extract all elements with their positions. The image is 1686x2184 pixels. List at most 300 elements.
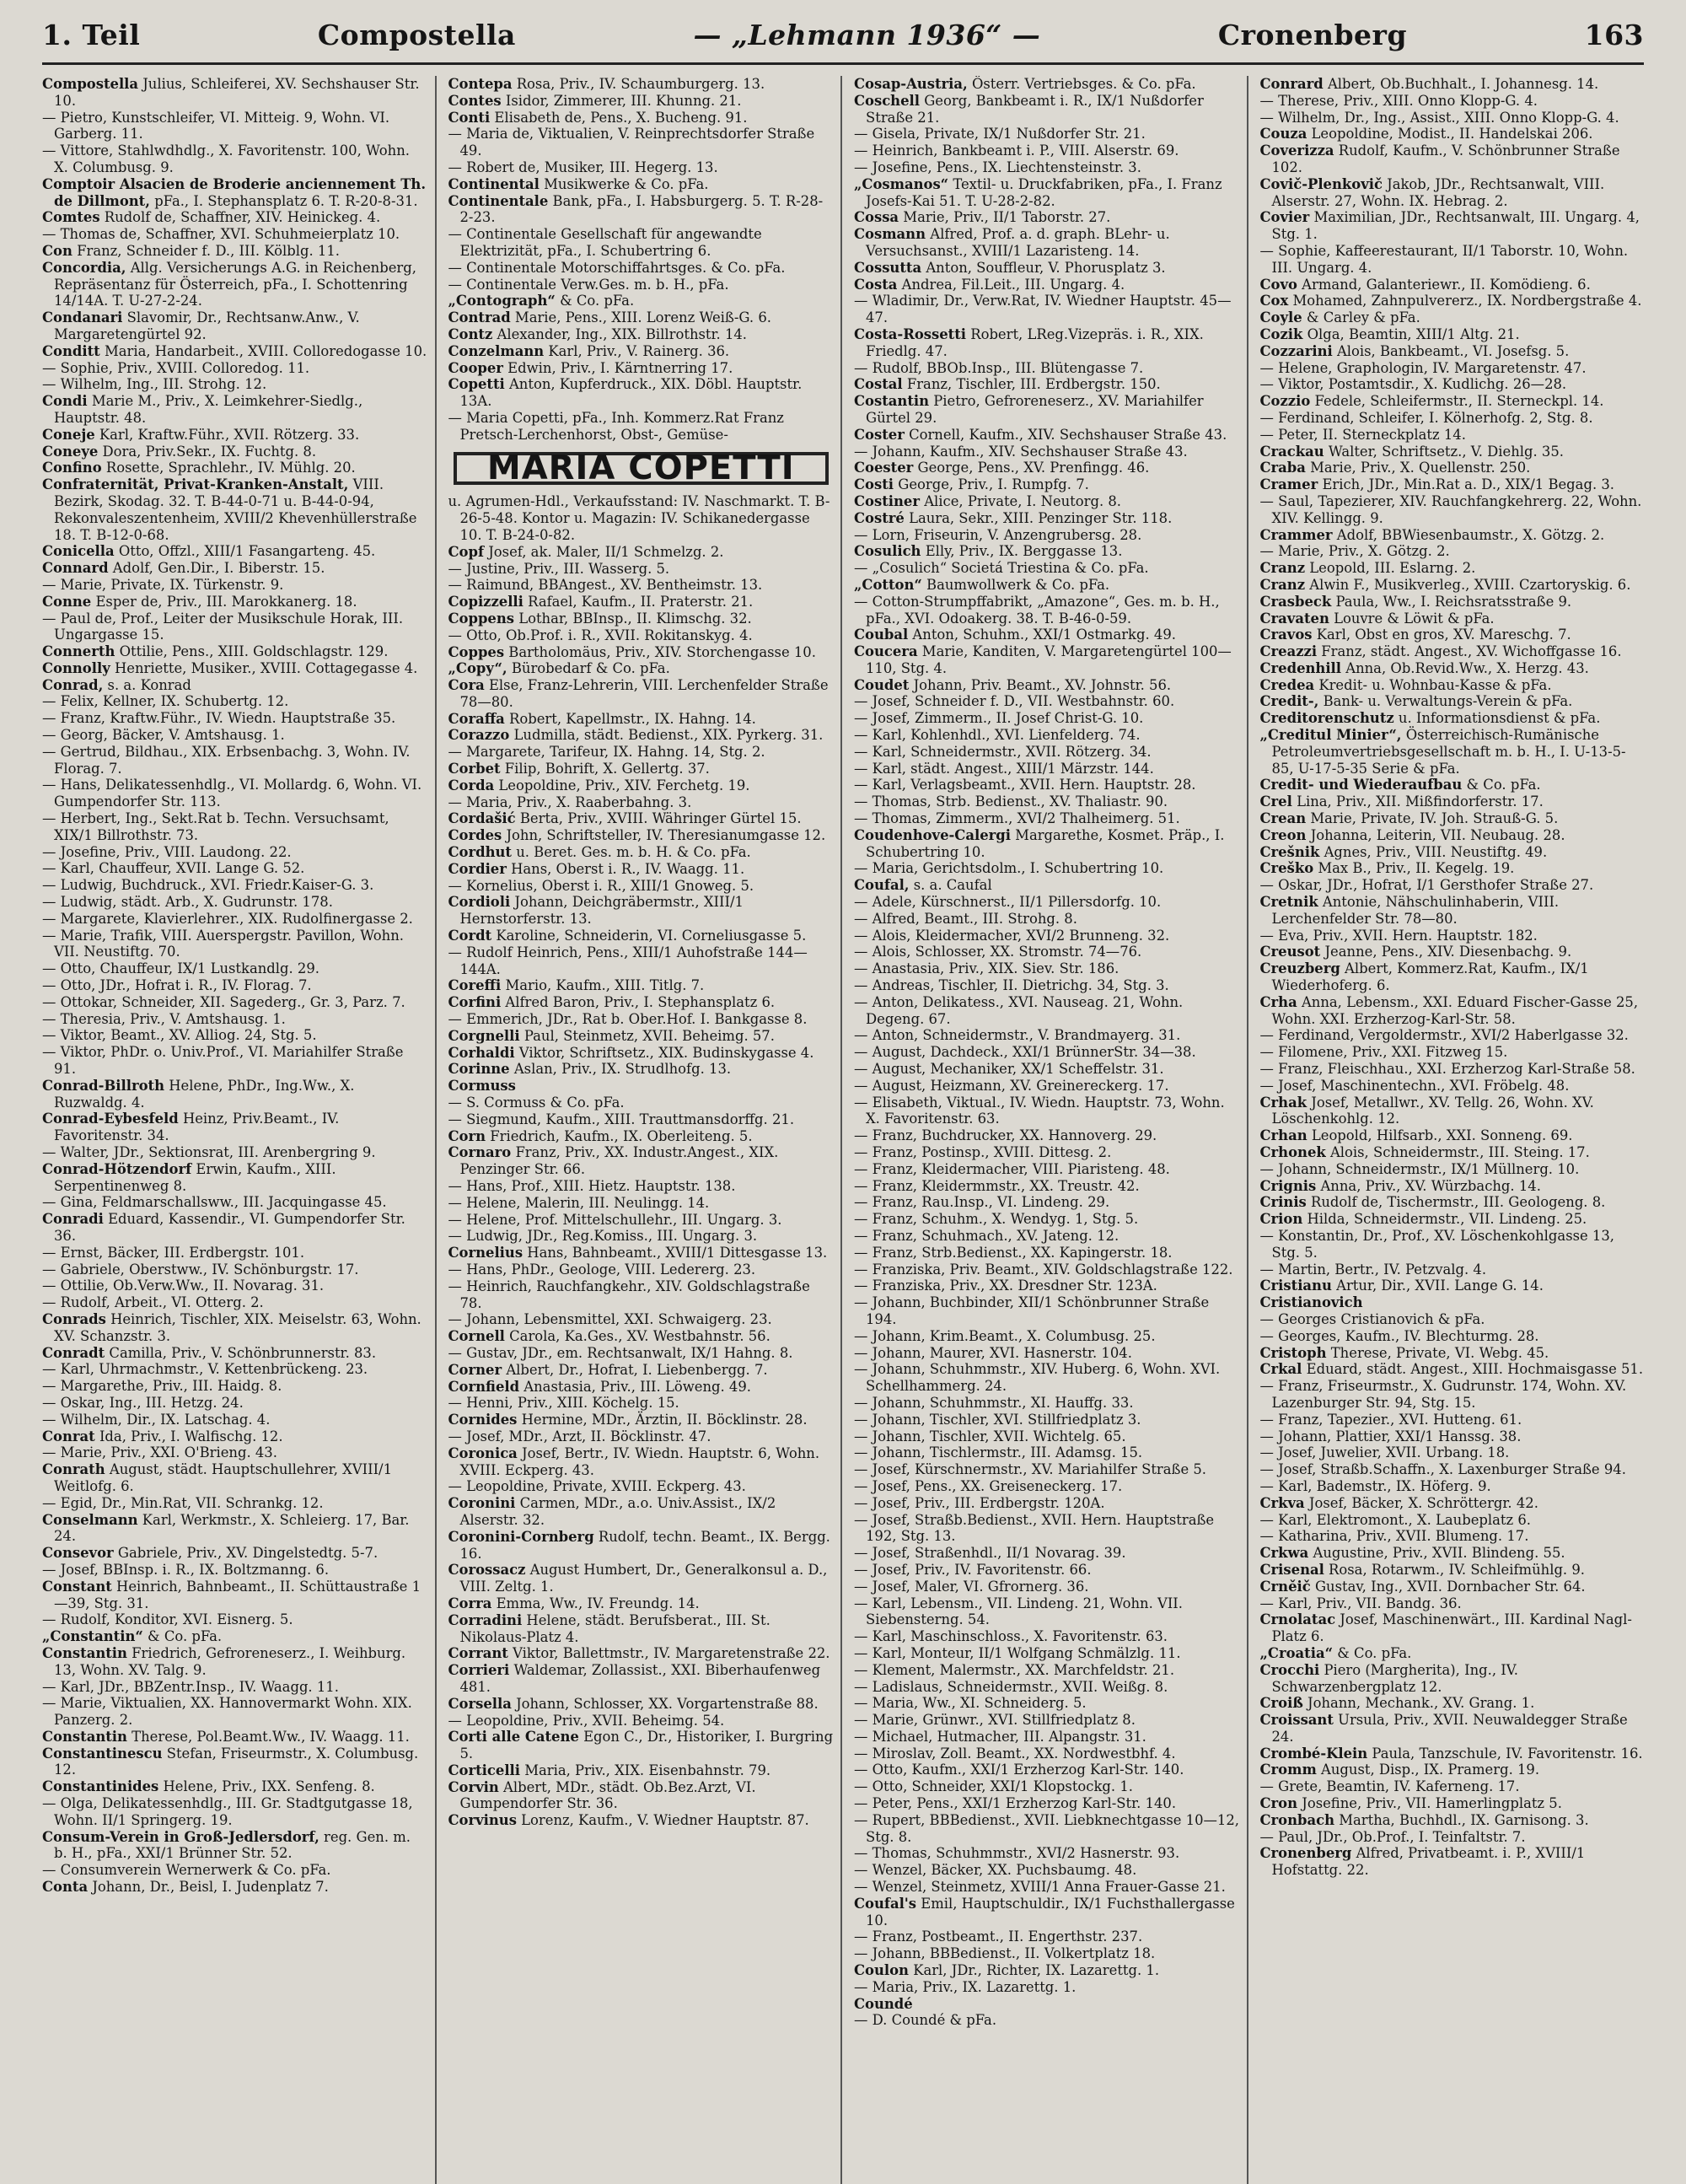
entry-text: — Margarete, Tarifeur, IX. Hahng. 14, Stg. 2. bbox=[448, 744, 765, 761]
entry-text: — Johann, BBBedienst., II. Volkertplatz 18. bbox=[854, 1945, 1156, 1962]
entry-text: — Ferdinand, Schleifer, I. Kölnerhofg. 2, Stg. 8. bbox=[1259, 409, 1593, 426]
directory-entry bbox=[448, 711, 835, 728]
entry-name: Cranz bbox=[1259, 560, 1306, 577]
entry-name: Crkal bbox=[1259, 1361, 1302, 1378]
directory-entry bbox=[448, 376, 835, 410]
entry-name: Corda bbox=[448, 777, 495, 793]
entry-text: — Josefine, Pens., IX. Liechtensteinstr. 3. bbox=[854, 159, 1141, 175]
entry-name: Coester bbox=[854, 460, 914, 476]
directory-entry bbox=[42, 777, 428, 810]
directory-entry bbox=[1260, 476, 1646, 493]
entry-text: Margarethe, Kosmet. Präp., I. Schubertring 10. bbox=[866, 826, 1225, 860]
directory-entry bbox=[1260, 627, 1646, 643]
entry-name: Conrad-Billroth bbox=[42, 1077, 165, 1094]
entry-text: pFa., I. Stephansplatz 6. T. R-20-8-31. bbox=[154, 192, 418, 209]
entry-text: — Leopoldine, Priv., XVII. Beheimg. 54. bbox=[448, 1712, 725, 1729]
entry-name: Cosmann bbox=[854, 226, 926, 243]
entry-text: — Josef, Zimmerm., II. Josef Christ-G. 10. bbox=[854, 710, 1144, 727]
entry-text: Maria, Handarbeit., XVIII. Colloredogasse 10. bbox=[104, 342, 427, 359]
directory-entry bbox=[854, 260, 1240, 277]
directory-entry bbox=[42, 1261, 428, 1278]
entry-text: Karl, JDr., Richter, IX. Lazarettg. 1. bbox=[913, 1962, 1160, 1979]
entry-text: reg. Gen. m. b. H., pFa., XXI/1 Brünner Str. 52. bbox=[54, 1828, 411, 1862]
directory-entry bbox=[854, 510, 1240, 527]
entry-text: — Andreas, Tischler, II. Dietrichg. 34, Stg. 3. bbox=[854, 977, 1169, 994]
entry-name: Creazzi bbox=[1259, 643, 1318, 660]
entry-text: — Konstantin, Dr., Prof., XV. Löschenkohlgasse 13, Stg. 5. bbox=[1259, 1227, 1614, 1261]
directory-entry bbox=[854, 960, 1240, 977]
entry-text: — Josef, BBInsp. i. R., IX. Boltzmanng. 6. bbox=[42, 1561, 330, 1578]
entry-name: Conrad-Hötzendorf bbox=[42, 1160, 192, 1177]
directory-entry bbox=[854, 1645, 1240, 1662]
entry-text: — Continentale Verw.Ges. m. b. H., pFa. bbox=[448, 276, 729, 293]
directory-entry bbox=[448, 944, 835, 978]
directory-entry bbox=[448, 293, 835, 309]
advertisement-box: MARIA COPETTI bbox=[454, 452, 830, 486]
entry-text: Österr. Vertriebsges. & Co. pFa. bbox=[971, 76, 1196, 92]
entry-text: — Marie, Viktualien, XX. Hannovermarkt Wohn. XIX. Panzerg. 2. bbox=[42, 1695, 412, 1729]
entry-name: Crkwa bbox=[1259, 1545, 1309, 1562]
entry-text: August, Disp., IX. Pramerg. 19. bbox=[1321, 1762, 1540, 1778]
entry-text: Albert, Dr., Hofrat, I. Liebenbergg. 7. bbox=[506, 1361, 768, 1378]
directory-entry bbox=[448, 1028, 835, 1045]
entry-text: Bürobedarf & Co. pFa. bbox=[511, 660, 670, 677]
directory-entry bbox=[1260, 793, 1646, 810]
entry-text: — Henni, Priv., XIII. Köchelg. 15. bbox=[448, 1395, 679, 1412]
entry-name: Cornfield bbox=[448, 1378, 520, 1395]
entry-text: Cornell, Kaufm., XIV. Sechshauser Straße 43. bbox=[909, 426, 1227, 443]
entry-name: Cornell bbox=[448, 1328, 505, 1345]
entry-text: Otto, Offzl., XIII/1 Fasangarteng. 45. bbox=[118, 543, 376, 560]
directory-entry bbox=[1260, 611, 1646, 627]
entry-text: Heinrich, Bahnbeamt., II. Schüttaustraße 1—39, Stg. 31. bbox=[54, 1578, 421, 1611]
entry-text: August Humbert, Dr., Generalkonsul a. D., VIII. Zeltg. 1. bbox=[459, 1562, 828, 1595]
directory-entry bbox=[1260, 1127, 1646, 1144]
entry-text: Paul, Steinmetz, XVII. Beheimg. 57. bbox=[524, 1027, 775, 1044]
directory-entry bbox=[448, 1729, 835, 1762]
entry-text: — Viktor, Postamtsdir., X. Kudlichg. 26—28. bbox=[1259, 376, 1567, 393]
directory-entry bbox=[854, 1962, 1240, 1979]
entry-name: Contepa bbox=[448, 76, 513, 92]
entry-text: Andrea, Fil.Leit., III. Ungarg. 4. bbox=[901, 276, 1125, 293]
directory-entry bbox=[42, 860, 428, 877]
entry-text: Therese, Pol.Beamt.Ww., IV. Waagg. 11. bbox=[132, 1728, 410, 1745]
directory-entry bbox=[854, 427, 1240, 444]
directory-entry bbox=[1260, 1512, 1646, 1529]
entry-text: — August, Heizmann, XV. Greinereckerg. 17. bbox=[854, 1077, 1169, 1094]
entry-text: Alfred Baron, Priv., I. Stephansplatz 6. bbox=[505, 994, 776, 1011]
entry-text: — Thomas, Strb. Bedienst., XV. Thaliastr. 90. bbox=[854, 793, 1168, 810]
directory-entry bbox=[854, 727, 1240, 744]
directory-entry bbox=[448, 1311, 835, 1328]
entry-text: — Maria, Ww., XI. Schneiderg. 5. bbox=[854, 1695, 1087, 1712]
directory-entry bbox=[42, 727, 428, 744]
entry-text: Robert, Kapellmstr., IX. Hahng. 14. bbox=[509, 710, 756, 727]
directory-entry bbox=[1260, 1428, 1646, 1445]
directory-entry bbox=[1260, 444, 1646, 460]
entry-text: Rafael, Kaufm., II. Praterstr. 21. bbox=[528, 594, 754, 611]
entry-text: — Marie, Trafik, VIII. Auerspergstr. Pavillon, Wohn. VII. Neustiftg. 70. bbox=[42, 927, 404, 960]
entry-name: Condanari bbox=[42, 309, 123, 326]
directory-entry bbox=[42, 977, 428, 994]
entry-text: — Wilhelm, Ing., III. Strohg. 12. bbox=[42, 376, 267, 393]
directory-entry bbox=[1260, 1695, 1646, 1712]
directory-entry bbox=[1260, 343, 1646, 360]
entry-text: Lothar, BBInsp., II. Klimschg. 32. bbox=[518, 610, 752, 627]
directory-entry bbox=[1260, 1662, 1646, 1696]
directory-entry bbox=[854, 376, 1240, 393]
entry-text: — Justine, Priv., III. Wasserg. 5. bbox=[448, 560, 670, 577]
entry-text: Josef, Metallwr., XV. Tellg. 26, Wohn. XV. Löschenkohlg. 12. bbox=[1271, 1094, 1594, 1127]
entry-name: Cornides bbox=[448, 1412, 518, 1428]
directory-entry bbox=[42, 143, 428, 176]
entry-text: Marie, Priv., II/1 Taborstr. 27. bbox=[903, 209, 1111, 226]
directory-entry bbox=[854, 977, 1240, 994]
entry-text: Antonie, Nähschulinhaberin, VIII. Lerchenfelder Str. 78—80. bbox=[1271, 894, 1560, 927]
entry-text: — Robert de, Musiker, III. Hegerg. 13. bbox=[448, 159, 718, 175]
directory-entry bbox=[1260, 1194, 1646, 1211]
entry-text: — Karl, Schneidermstr., XVII. Rötzerg. 34. bbox=[854, 743, 1152, 760]
entry-text: Fedele, Schleifermstr., II. Sterneckpl. 14. bbox=[1314, 393, 1604, 410]
entry-text: Piero (Margherita), Ing., IV. Schwarzenbergplatz 12. bbox=[1271, 1661, 1518, 1695]
directory-entry bbox=[854, 1161, 1240, 1178]
entry-text: — Ludwig, städt. Arb., X. Gudrunstr. 178. bbox=[42, 894, 333, 911]
entry-name: Costa bbox=[854, 276, 898, 293]
directory-entry bbox=[42, 1695, 428, 1729]
entry-text: Anna, Lebensm., XXI. Eduard Fischer-Gasse 25, Wohn. XXI. Erzherzog-Karl-Str. 58. bbox=[1271, 993, 1639, 1027]
entry-name: „Croatia“ bbox=[1259, 1644, 1334, 1661]
directory-entry bbox=[42, 1862, 428, 1879]
entry-name: Cordhut bbox=[448, 844, 512, 861]
entry-text: — Helene, Malerin, III. Neulingg. 14. bbox=[448, 1194, 710, 1211]
entry-text: Josef, Bertr., IV. Wiedn. Hauptstr. 6, Wohn. XVIII. Eckperg. 43. bbox=[459, 1444, 820, 1478]
directory-entry bbox=[1260, 1478, 1646, 1495]
entry-text: — Franz, Friseurmstr., X. Gudrunstr. 174, Wohn. XV. Lazenburger Str. 94, Stg. 15. bbox=[1259, 1378, 1627, 1411]
directory-entry bbox=[1260, 1144, 1646, 1161]
directory-entry bbox=[1260, 710, 1646, 727]
directory-entry bbox=[42, 1361, 428, 1378]
entry-text: — Margarethe, Priv., III. Haidg. 8. bbox=[42, 1378, 282, 1395]
entry-name: Cristianovich bbox=[1259, 1294, 1363, 1311]
entry-name: Conrad-Eybesfeld bbox=[42, 1111, 179, 1127]
entry-name: Crhak bbox=[1259, 1094, 1307, 1111]
directory-entry bbox=[1260, 1211, 1646, 1228]
entry-text: Rosa, Priv., IV. Schaumburgerg. 13. bbox=[516, 76, 765, 92]
directory-entry bbox=[1260, 1027, 1646, 1044]
directory-entry bbox=[1260, 1278, 1646, 1294]
entry-name: Cronenberg bbox=[1259, 1845, 1352, 1862]
directory-entry bbox=[42, 360, 428, 377]
entry-name: Cron bbox=[1259, 1795, 1298, 1812]
entry-text: — Georg, Bäcker, V. Amtshausg. 1. bbox=[42, 727, 285, 744]
directory-entry bbox=[1260, 1161, 1646, 1178]
directory-entry bbox=[854, 1245, 1240, 1261]
directory-entry bbox=[1260, 1545, 1646, 1562]
directory-entry bbox=[42, 560, 428, 577]
entry-text: Martha, Buchhdl., IX. Garnisong. 3. bbox=[1339, 1811, 1589, 1828]
entry-text: Henriette, Musiker., XVIII. Cottagegasse 4. bbox=[114, 659, 418, 676]
directory-entry bbox=[448, 1495, 835, 1529]
entry-text: Aslan, Priv., IX. Strudlhofg. 13. bbox=[513, 1061, 732, 1078]
entry-text: — Ottokar, Schneider, XII. Sagederg., Gr. 3, Parz. 7. bbox=[42, 993, 405, 1010]
directory-entry bbox=[42, 877, 428, 894]
directory-entry bbox=[854, 159, 1240, 176]
directory-entry bbox=[448, 159, 835, 176]
directory-entry bbox=[448, 326, 835, 343]
directory-entry bbox=[42, 393, 428, 427]
directory-entry bbox=[448, 977, 835, 994]
entry-text: Rudolf, Kaufm., V. Schönbrunner Straße 102. bbox=[1271, 143, 1620, 175]
entry-text: Karl, Werkmstr., X. Schleierg. 17, Bar. 24. bbox=[54, 1511, 410, 1545]
entry-name: Coverizza bbox=[1259, 143, 1334, 159]
entry-text: — Olga, Delikatessenhdlg., III. Gr. Stadtgutgasse 18, Wohn. II/1 Springerg. 19. bbox=[42, 1795, 413, 1828]
directory-entry bbox=[42, 1194, 428, 1211]
directory-entry bbox=[854, 1095, 1240, 1128]
directory-entry bbox=[1260, 727, 1646, 777]
entry-name: Constantin bbox=[42, 1728, 127, 1745]
directory-entry bbox=[448, 1245, 835, 1261]
entry-name: Crha bbox=[1259, 993, 1297, 1010]
entry-text: Albert, MDr., städt. Ob.Bez.Arzt, VI. Gumpendorfer Str. 36. bbox=[459, 1778, 756, 1812]
directory-entry bbox=[1260, 1311, 1646, 1328]
entry-name: Contz bbox=[448, 325, 493, 342]
entry-text: Berta, Priv., XVIII. Währinger Gürtel 15. bbox=[519, 810, 802, 827]
directory-entry bbox=[448, 544, 835, 561]
entry-name: Creon bbox=[1259, 826, 1307, 843]
directory-entry bbox=[448, 1328, 835, 1345]
entry-text: — Johann, Schneidermstr., IX/1 Müllnerg. 10. bbox=[1259, 1160, 1580, 1177]
entry-text: Alfred, Privatbeamt. i. P., XVIII/1 Hofstattg. 22. bbox=[1271, 1845, 1586, 1879]
directory-entry bbox=[42, 176, 428, 210]
entry-text: Mario, Kaufm., XIII. Titlg. 7. bbox=[505, 977, 705, 994]
directory-entry bbox=[42, 1679, 428, 1696]
entry-text: — Johann, Tischler, XVI. Stillfriedplatz 3. bbox=[854, 1411, 1141, 1428]
entry-name: Costa-Rossetti bbox=[854, 325, 967, 342]
entry-text: Emil, Hauptschuldir., IX/1 Fuchsthallergasse 10. bbox=[866, 1895, 1235, 1928]
entry-text: — Franz, Postbeamt., II. Engerthstr. 237. bbox=[854, 1928, 1143, 1945]
entry-text: — Karl, Verlagsbeamt., XVII. Hern. Hauptstr. 28. bbox=[854, 777, 1196, 793]
directory-entry bbox=[854, 1778, 1240, 1795]
directory-entry bbox=[854, 1729, 1240, 1746]
entry-text: — Karl, Priv., VII. Bandg. 36. bbox=[1259, 1595, 1462, 1611]
entry-text: — „Cosulich“ Societá Triestina & Co. pFa. bbox=[854, 560, 1149, 577]
directory-entry bbox=[1260, 677, 1646, 694]
entry-text: Anna, Priv., XV. Würzbachg. 14. bbox=[1320, 1177, 1541, 1194]
entry-text: Hans, Oberst i. R., IV. Waagg. 11. bbox=[511, 860, 745, 877]
directory-entry bbox=[1260, 126, 1646, 143]
directory-entry bbox=[854, 1545, 1240, 1562]
entry-name: Coraffa bbox=[448, 710, 505, 727]
directory-entry bbox=[42, 611, 428, 644]
entry-text: Franz, Schneider f. D., III. Kölblg. 11. bbox=[77, 242, 340, 259]
entry-text: Leopold, Hilfsarb., XXI. Sonneng. 69. bbox=[1311, 1127, 1573, 1144]
directory-entry bbox=[854, 810, 1240, 827]
entry-text: Marie, Priv., X. Quellenstr. 250. bbox=[1310, 460, 1531, 476]
directory-entry bbox=[854, 493, 1240, 510]
directory-entry bbox=[42, 710, 428, 727]
entry-text: — Thomas, Zimmerm., XVI/2 Thalheimerg. 51. bbox=[854, 810, 1180, 827]
entry-text: — Gisela, Private, IX/1 Nußdorfer Str. 21. bbox=[854, 126, 1146, 143]
directory-entry bbox=[854, 1879, 1240, 1896]
entry-text: John, Schriftsteller, IV. Theresianumgasse 12. bbox=[506, 827, 826, 844]
entry-name: Coster bbox=[854, 426, 905, 443]
directory-entry bbox=[854, 1512, 1240, 1546]
directory-entry bbox=[448, 1228, 835, 1245]
entry-text: Heinz, Priv.Beamt., IV. Favoritenstr. 34. bbox=[54, 1111, 340, 1144]
entry-name: Crešnik bbox=[1259, 843, 1320, 860]
entry-text: — Josef, Maschinentechn., XVI. Fröbelg. 48. bbox=[1259, 1077, 1570, 1094]
directory-entry bbox=[854, 1428, 1240, 1445]
entry-name: Coubal bbox=[854, 627, 909, 643]
directory-entry bbox=[42, 1562, 428, 1579]
entry-text: Maria, Priv., XIX. Eisenbahnstr. 79. bbox=[524, 1762, 771, 1778]
entry-text: u. Informationsdienst & pFa. bbox=[1398, 710, 1601, 727]
directory-entry bbox=[854, 860, 1240, 877]
entry-name: Corazzo bbox=[448, 727, 510, 744]
entry-text: Adolf, Gen.Dir., I. Biberstr. 15. bbox=[112, 560, 325, 577]
entry-text: Albert, Ob.Buchhalt., I. Johannesg. 14. bbox=[1327, 76, 1599, 92]
entry-text: Johann, Priv. Beamt., XV. Johnstr. 56. bbox=[913, 676, 1172, 693]
directory-entry bbox=[1260, 1528, 1646, 1545]
entry-text: Paula, Tanzschule, IV. Favoritenstr. 16. bbox=[1372, 1745, 1643, 1762]
directory-entry bbox=[854, 393, 1240, 427]
entry-name: Consevor bbox=[42, 1545, 114, 1562]
entry-text: — Thomas de, Schaffner, XVI. Schuhmeierplatz 10. bbox=[42, 226, 400, 243]
directory-entry bbox=[854, 1762, 1240, 1778]
directory-entry bbox=[448, 844, 835, 861]
directory-entry bbox=[448, 1529, 835, 1563]
entry-name: „Creditul Minier“, bbox=[1259, 727, 1402, 744]
entry-text: — Maria, Gerichtsdolm., I. Schubertring 10. bbox=[854, 860, 1164, 877]
directory-entry bbox=[42, 677, 428, 694]
entry-text: — Katharina, Priv., XVII. Blumeng. 17. bbox=[1259, 1528, 1529, 1545]
entry-text: Albert, Kommerz.Rat, Kaufm., IX/1 Wiederhoferg. 6. bbox=[1271, 960, 1589, 994]
directory-entry bbox=[854, 1695, 1240, 1712]
entry-name: Corticelli bbox=[448, 1762, 520, 1778]
directory-entry bbox=[854, 1261, 1240, 1278]
entry-text: Lorenz, Kaufm., V. Wiedner Hauptstr. 87. bbox=[521, 1812, 809, 1829]
directory-entry bbox=[448, 777, 835, 794]
entry-text: Pietro, Gefroreneserz., XV. Mariahilfer Gürtel 29. bbox=[866, 393, 1204, 426]
entry-text: — Josef, Priv., IV. Favoritenstr. 66. bbox=[854, 1561, 1092, 1578]
entry-text: Laura, Sekr., XIII. Penzinger Str. 118. bbox=[909, 509, 1173, 526]
directory-entry bbox=[1260, 844, 1646, 861]
entry-text: — Karl, Lebensm., VII. Lindeng. 21, Wohn. VII. Siebensterng. 54. bbox=[854, 1595, 1183, 1628]
directory-entry bbox=[1260, 894, 1646, 928]
directory-entry bbox=[42, 1746, 428, 1779]
entry-text: — Hans, PhDr., Geologe, VIII. Ledererg. 23. bbox=[448, 1261, 756, 1278]
entry-name: Credenhill bbox=[1259, 659, 1342, 676]
directory-entry bbox=[1260, 1829, 1646, 1846]
entry-text: Elisabeth de, Pens., X. Bucheng. 91. bbox=[494, 109, 748, 126]
entry-text: VIII. Bezirk, Skodag. 32. T. B-44-0-71 u. B-44-0-94, Rekonvaleszentenheim, XVIII/2 Khevenhüllerstraße 18. T. B-12-0-68. bbox=[54, 476, 417, 543]
entry-text: Rudolf de, Schaffner, XIV. Heinickeg. 4. bbox=[104, 209, 381, 226]
entry-text: Dora, Priv.Sekr., IX. Fuchtg. 8. bbox=[102, 443, 317, 460]
entry-name: Concordia, bbox=[42, 259, 126, 276]
entry-text: Alwin F., Musikverleg., XVIII. Czartoryskig. 6. bbox=[1309, 576, 1631, 593]
entry-text: — Josefine, Priv., VIII. Laudong. 22. bbox=[42, 843, 292, 860]
entry-name: Cordes bbox=[448, 827, 502, 844]
entry-text: Franz, Priv., XX. Industr.Angest., XIX. Penzinger Str. 66. bbox=[459, 1144, 779, 1178]
column-1 bbox=[42, 76, 437, 2184]
entry-text: Gustav, Ing., XVII. Dornbacher Str. 64. bbox=[1314, 1578, 1586, 1595]
entry-name: Crnolatac bbox=[1259, 1611, 1336, 1628]
entry-name: Contes bbox=[448, 92, 502, 109]
directory-entry bbox=[42, 643, 428, 660]
directory-entry bbox=[42, 1412, 428, 1428]
directory-entry bbox=[42, 928, 428, 961]
entry-text: — Rudolf Heinrich, Pens., XIII/1 Auhofstraße 144—144A. bbox=[448, 944, 808, 977]
directory-entry bbox=[854, 527, 1240, 544]
part-label: 1. Teil bbox=[42, 19, 141, 51]
directory-entry bbox=[1260, 410, 1646, 427]
entry-name: „Copy“, bbox=[448, 660, 507, 677]
directory-entry bbox=[1260, 1044, 1646, 1061]
entry-text: Filip, Bohrift, X. Gellertg. 37. bbox=[504, 761, 710, 777]
entry-text: Egon C., Dr., Historiker, I. Burgring 5. bbox=[459, 1729, 834, 1762]
entry-text: — Johann, Schuhmmstr., XIV. Huberg. 6, Wohn. XVI. Schellhammerg. 24. bbox=[854, 1361, 1221, 1395]
entry-name: Cordier bbox=[448, 860, 507, 877]
entry-text: Adolf, BBWiesenbaumstr., X. Götzg. 2. bbox=[1336, 526, 1605, 543]
entry-text: Eduard, Kassendir., VI. Gumpendorfer Str. 36. bbox=[54, 1211, 405, 1244]
directory-entry bbox=[1260, 243, 1646, 277]
directory-entry bbox=[448, 744, 835, 761]
entry-name: Crisenal bbox=[1259, 1561, 1324, 1578]
entry-text: — Filomene, Priv., XXI. Fitzweg 15. bbox=[1259, 1044, 1508, 1061]
directory-entry bbox=[42, 1461, 428, 1495]
directory-entry bbox=[854, 543, 1240, 560]
entry-name: Coucera bbox=[854, 643, 918, 660]
entry-text: Eduard, städt. Angest., XIII. Hochmaisgasse 51. bbox=[1306, 1361, 1644, 1378]
entry-text: — Franz, Kraftw.Führ., IV. Wiedn. Hauptstraße 35. bbox=[42, 710, 396, 727]
directory-entry bbox=[1260, 1579, 1646, 1595]
entry-text: — Josef, Straßb.Bedienst., XVII. Hern. Hauptstraße 192, Stg. 13. bbox=[854, 1511, 1215, 1545]
entry-text: — S. Cormuss & Co. pFa. bbox=[448, 1095, 625, 1111]
entry-name: Copetti bbox=[448, 376, 505, 393]
entry-text: Carola, Ka.Ges., XV. Westbahnstr. 56. bbox=[509, 1328, 771, 1345]
entry-name: Comtes bbox=[42, 209, 100, 226]
entry-name: Corn bbox=[448, 1127, 486, 1144]
entry-name: Cretnik bbox=[1259, 894, 1318, 911]
entry-name: Crean bbox=[1259, 810, 1307, 827]
directory-entry bbox=[1260, 810, 1646, 827]
directory-entry bbox=[448, 1111, 835, 1128]
directory-entry bbox=[1260, 460, 1646, 476]
directory-entry bbox=[448, 193, 835, 227]
entry-name: Crněič bbox=[1259, 1578, 1311, 1595]
directory-entry bbox=[854, 627, 1240, 643]
entry-text: — Otto, Schneider, XXI/1 Klopstockg. 1. bbox=[854, 1778, 1133, 1795]
entry-text: Johann, Schlosser, XX. Vorgartenstraße 88. bbox=[516, 1695, 819, 1712]
entry-text: — Grete, Beamtin, IV. Kaferneng. 17. bbox=[1259, 1778, 1520, 1795]
directory-entry bbox=[1260, 76, 1646, 93]
directory-entry bbox=[448, 1278, 835, 1312]
directory-entry bbox=[854, 277, 1240, 293]
entry-text: — Franziska, Priv. Beamt., XIV. Goldschlagstraße 122. bbox=[854, 1261, 1233, 1278]
entry-text: Marie, Kanditen, V. Margaretengürtel 100—110, Stg. 4. bbox=[866, 643, 1232, 676]
directory-entry bbox=[854, 1461, 1240, 1478]
directory-entry bbox=[42, 1311, 428, 1345]
entry-name: Croissant bbox=[1259, 1712, 1334, 1729]
entry-text: — Consumverein Wernerwerk & Co. pFa. bbox=[42, 1862, 331, 1879]
directory-entry bbox=[1260, 1178, 1646, 1195]
directory-entry bbox=[42, 1294, 428, 1311]
directory-entry bbox=[42, 1795, 428, 1829]
entry-text: — Franziska, Priv., XX. Dresdner Str. 123A. bbox=[854, 1278, 1157, 1294]
directory-entry bbox=[448, 226, 835, 260]
entry-name: Coyle bbox=[1259, 309, 1302, 326]
entry-name: Cozzio bbox=[1259, 393, 1311, 410]
